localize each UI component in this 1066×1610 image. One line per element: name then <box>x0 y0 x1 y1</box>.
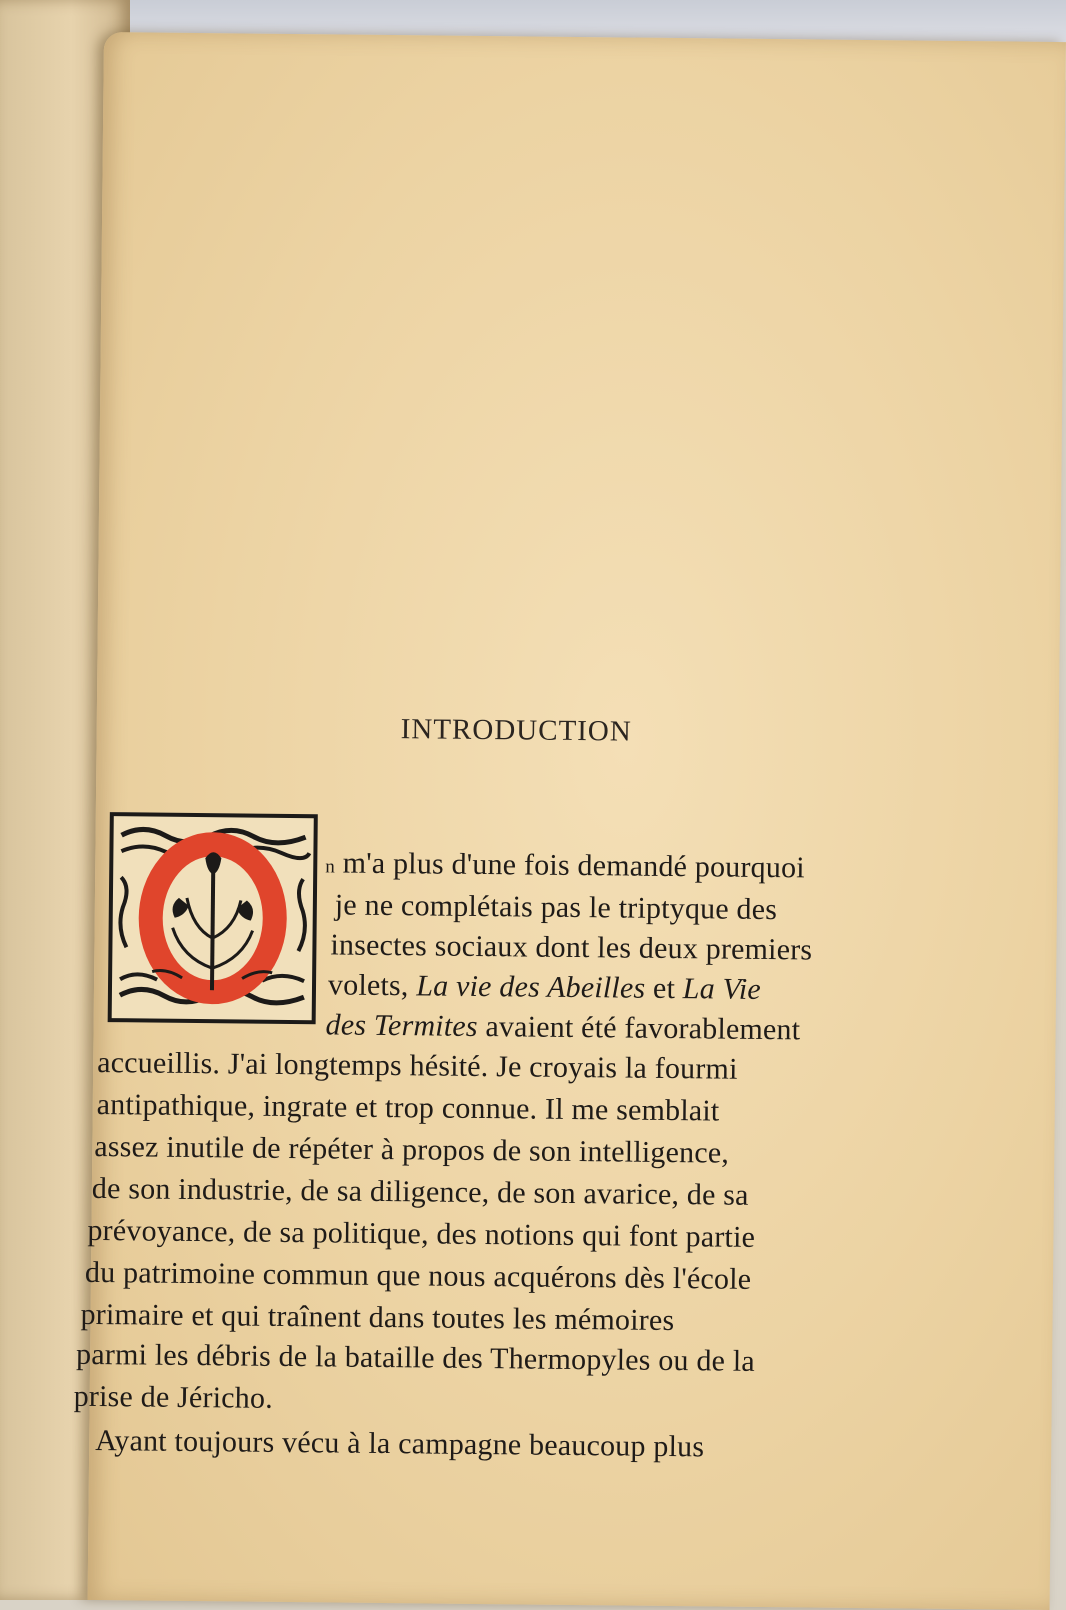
text-line <box>325 846 805 885</box>
text-line: prise de Jéricho. <box>73 1379 274 1415</box>
chapter-heading: INTRODUCTION <box>400 713 632 748</box>
text-line: je ne complétais pas le triptyque des <box>334 888 778 927</box>
text-segment: avaient été favorablement <box>477 1009 801 1047</box>
text-segment: m'a plus d'une fois demandé pourquoi <box>334 846 805 885</box>
text-line: parmi les débris de la bataille des Thermopyles ou de la <box>75 1337 756 1378</box>
text-segment: et <box>645 971 683 1006</box>
drop-cap-continuation: n <box>325 856 336 878</box>
book-title: des Termites <box>325 1008 478 1043</box>
text-line: prévoyance, de sa politique, des notions qui font partie <box>87 1213 756 1254</box>
text-line: de son industrie, de sa diligence, de son avarice, de sa <box>91 1171 749 1212</box>
book-page <box>73 32 1066 1610</box>
text-line: primaire et qui traînent dans toutes les mémoires <box>80 1297 675 1338</box>
text-line: Ayant toujours vécu à la campagne beaucoup plus <box>95 1423 705 1464</box>
text-segment: volets, <box>327 968 417 1003</box>
book-title: La vie des Abeilles <box>416 969 646 1005</box>
text-line: accueillis. J'ai longtemps hésité. Je croyais la fourmi <box>97 1045 738 1086</box>
text-line: insectes sociaux dont les deux premiers <box>330 928 813 967</box>
text-line: assez inutile de répéter à propos de son intelligence, <box>94 1129 730 1170</box>
text-line <box>325 1008 800 1047</box>
text-line <box>328 968 761 1007</box>
text-line: du patrimoine commun que nous acquérons dès l'école <box>84 1255 752 1296</box>
book-title: La Vie <box>682 972 762 1006</box>
body-text <box>73 32 1066 1610</box>
text-line: antipathique, ingrate et trop connue. Il me semblait <box>96 1087 720 1128</box>
